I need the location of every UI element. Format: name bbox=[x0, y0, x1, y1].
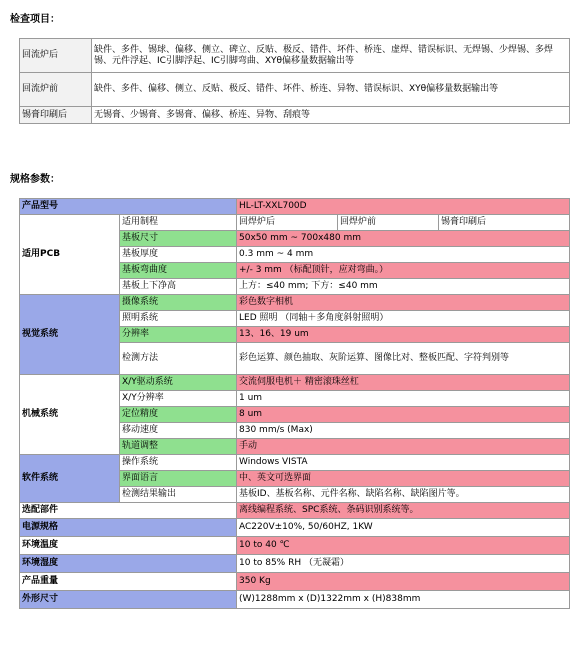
spec-row bbox=[20, 455, 570, 471]
inspection-label: 锡膏印刷后 bbox=[20, 107, 92, 124]
spec-value: AC220V±10%, 50/60HZ, 1KW bbox=[237, 519, 570, 537]
spec-row bbox=[20, 215, 570, 231]
spec-label: 基板尺寸 bbox=[120, 231, 237, 247]
process-option: 回焊炉后 bbox=[237, 215, 338, 231]
inspection-title: 检查项目： bbox=[10, 14, 60, 25]
group-software: 软件系统 bbox=[20, 455, 120, 503]
group-vision: 视觉系统 bbox=[20, 295, 120, 375]
spec-label: 照明系统 bbox=[120, 311, 237, 327]
inspection-value: 缺件、多件、锡球、偏移、侧立、碑立、反贴、极反、错件、坏件、桥连、虚焊、错误标识、无焊锡、少焊锡、多焊锡、元件浮起、IC引脚浮起、IC引脚弯曲、XYθ偏移量数据输出等 bbox=[92, 39, 570, 73]
spec-label: 移动速度 bbox=[120, 423, 237, 439]
spec-row-model bbox=[20, 199, 570, 215]
spec-label: X/Y驱动系统 bbox=[120, 375, 237, 391]
inspection-table bbox=[19, 38, 570, 124]
spec-value: 1 um bbox=[237, 391, 570, 407]
spec-value: 手动 bbox=[237, 439, 570, 455]
spec-label: 基板弯曲度 bbox=[120, 263, 237, 279]
spec-value: 10 to 85% RH （无凝霜） bbox=[237, 555, 570, 573]
process-option: 回焊炉前 bbox=[338, 215, 439, 231]
spec-value: (W)1288mm x (D)1322mm x (H)838mm bbox=[237, 591, 570, 609]
spec-value: Windows VISTA bbox=[237, 455, 570, 471]
group-mechanical: 机械系统 bbox=[20, 375, 120, 455]
spec-value: 离线编程系统、SPC系统、条码识别系统等。 bbox=[237, 503, 570, 519]
spec-label: 界面语言 bbox=[120, 471, 237, 487]
spec-value: 彩色数字相机 bbox=[237, 295, 570, 311]
inspection-label: 回流炉前 bbox=[20, 73, 92, 107]
spec-label: 轨道调整 bbox=[120, 439, 237, 455]
inspection-label: 回流炉后 bbox=[20, 39, 92, 73]
spec-label: 检测方法 bbox=[120, 343, 237, 375]
spec-label: 操作系统 bbox=[120, 455, 237, 471]
spec-label: 产品重量 bbox=[20, 573, 237, 591]
spec-value: +/- 3 mm （标配顶针，应对弯曲。） bbox=[237, 263, 570, 279]
spec-value: 350 Kg bbox=[237, 573, 570, 591]
spec-label: 基板上下净高 bbox=[120, 279, 237, 295]
spec-value: 50x50 mm ~ 700x480 mm bbox=[237, 231, 570, 247]
inspection-row bbox=[20, 39, 570, 73]
spec-label: 检测结果输出 bbox=[120, 487, 237, 503]
spec-value: LED 照明 （同轴＋多角度斜射照明） bbox=[237, 311, 570, 327]
spec-label: 环境湿度 bbox=[20, 555, 237, 573]
inspection-value: 无锡膏、少锡膏、多锡膏、偏移、桥连、异物、刮痕等 bbox=[92, 107, 570, 124]
spec-value: 基板ID、基板名称、元件名称、缺陷名称、缺陷图片等。 bbox=[237, 487, 570, 503]
spec-value: 0.3 mm ~ 4 mm bbox=[237, 247, 570, 263]
spec-row bbox=[20, 375, 570, 391]
spec-value: 830 mm/s (Max) bbox=[237, 423, 570, 439]
spec-value: 交流伺服电机＋ 精密滚珠丝杠 bbox=[237, 375, 570, 391]
spec-row bbox=[20, 537, 570, 555]
spec-label: 适用制程 bbox=[120, 215, 237, 231]
spec-row bbox=[20, 555, 570, 573]
inspection-row bbox=[20, 73, 570, 107]
spec-table bbox=[19, 198, 570, 609]
spec-label: X/Y分辨率 bbox=[120, 391, 237, 407]
spec-row bbox=[20, 573, 570, 591]
spec-row bbox=[20, 503, 570, 519]
spec-label: 分辨率 bbox=[120, 327, 237, 343]
spec-value: 上方：≤40 mm; 下方：≤40 mm bbox=[237, 279, 570, 295]
spec-label: 选配部件 bbox=[20, 503, 237, 519]
spec-value: 10 to 40 ℃ bbox=[237, 537, 570, 555]
process-option: 锡膏印刷后 bbox=[439, 215, 570, 231]
group-pcb: 适用PCB bbox=[20, 215, 120, 295]
spec-value: 8 um bbox=[237, 407, 570, 423]
spec-label: 电源规格 bbox=[20, 519, 237, 537]
spec-label: 基板厚度 bbox=[120, 247, 237, 263]
spec-row bbox=[20, 591, 570, 609]
model-label: 产品型号 bbox=[20, 199, 237, 215]
spec-label: 外形尺寸 bbox=[20, 591, 237, 609]
spec-value: 中、英文可选界面 bbox=[237, 471, 570, 487]
model-value: HL-LT-XXL700D bbox=[237, 199, 570, 215]
spec-row bbox=[20, 295, 570, 311]
spec-value: 彩色运算、颜色抽取、灰阶运算、图像比对、整板匹配、字符判别等 bbox=[237, 343, 570, 375]
spec-label: 环境温度 bbox=[20, 537, 237, 555]
inspection-row bbox=[20, 107, 570, 124]
spec-label: 摄像系统 bbox=[120, 295, 237, 311]
inspection-value: 缺件、多件、偏移、侧立、反贴、极反、错件、坏件、桥连、异物、错误标识、XYθ偏移量数据输出等 bbox=[92, 73, 570, 107]
spec-row bbox=[20, 519, 570, 537]
spec-value: 13、16、19 um bbox=[237, 327, 570, 343]
spec-title: 规格参数： bbox=[10, 174, 60, 185]
spec-label: 定位精度 bbox=[120, 407, 237, 423]
